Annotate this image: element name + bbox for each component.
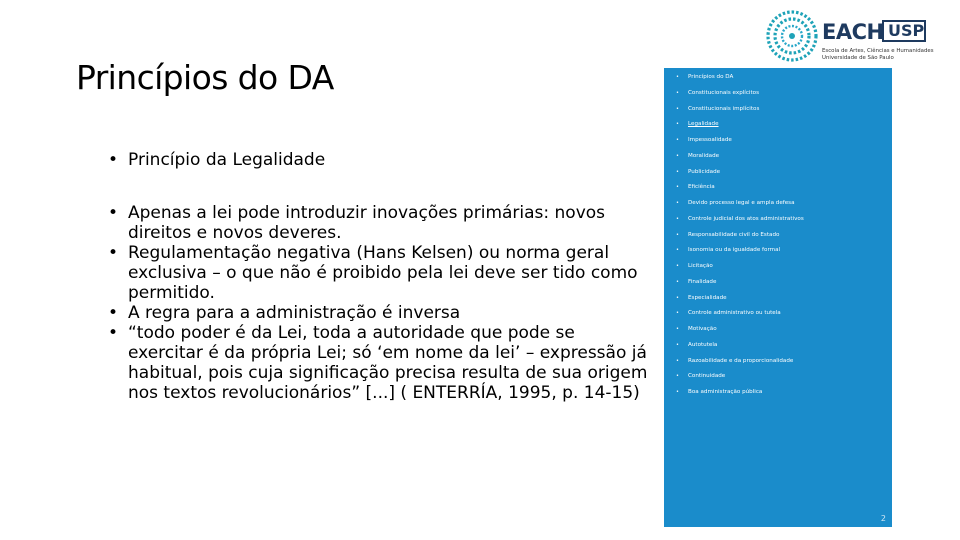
sidebar-item-label: Moralidade xyxy=(688,152,720,159)
sidebar-bullet: • xyxy=(676,200,679,206)
sidebar-item[interactable] xyxy=(664,87,892,99)
sidebar-item-label: Isonomia ou da igualdade formal xyxy=(688,247,781,254)
sidebar-bullet: • xyxy=(676,294,679,301)
sidebar-item-label: Especialidade xyxy=(688,294,727,301)
sidebar-item-label: Controle administrativo ou tutela xyxy=(688,310,781,317)
page-number: 2 xyxy=(880,514,886,523)
sidebar-item-label: Motivação xyxy=(688,326,717,332)
sidebar-item-label: Publicidade xyxy=(688,168,721,175)
sidebar-bullet: • xyxy=(676,231,679,238)
sidebar-item[interactable] xyxy=(664,307,892,319)
subtitle-text: Princípio da Legalidade xyxy=(128,150,326,170)
each-usp-logo xyxy=(764,8,954,64)
sidebar-item-label: Legalidade xyxy=(688,121,719,128)
sidebar-item[interactable] xyxy=(664,386,892,398)
logo-subtitle: Escola de Artes, Ciências e Humanidades Universidade de São Paulo xyxy=(822,48,934,61)
sidebar-bullet: • xyxy=(676,74,679,80)
sidebar-item-label: Licitação xyxy=(688,263,713,269)
sidebar-bullet: • xyxy=(676,389,679,395)
sidebar-bullet: • xyxy=(676,105,679,112)
sidebar-item-label: Impessoalidade xyxy=(688,137,732,143)
sidebar-bullet: • xyxy=(676,341,679,348)
sidebar-bullet: • xyxy=(676,310,679,317)
sidebar-item[interactable] xyxy=(664,370,892,382)
sidebar-item[interactable] xyxy=(664,260,892,272)
sidebar-item-label: Responsabilidade civil do Estado xyxy=(688,231,780,238)
sidebar-item[interactable] xyxy=(664,166,892,178)
sidebar-item-label: Constitucionais explícitos xyxy=(688,89,760,96)
sidebar-item-label: Finalidade xyxy=(688,278,717,285)
sidebar-bullet: • xyxy=(676,152,679,159)
sidebar-item-label: Boa administração pública xyxy=(688,389,763,395)
sidebar-bullet: • xyxy=(676,89,679,96)
slide-title: Princípios do DA xyxy=(76,58,334,97)
bullet-item: • A regra para a administração é inversa xyxy=(108,303,653,323)
sidebar-item[interactable] xyxy=(664,150,892,162)
sidebar-bullet: • xyxy=(676,215,679,222)
sidebar-item[interactable] xyxy=(664,181,892,193)
sidebar-item[interactable] xyxy=(664,213,892,225)
sidebar-item-label: Constitucionais implícitos xyxy=(688,105,760,112)
sidebar-item[interactable] xyxy=(664,134,892,146)
topics-sidebar xyxy=(664,68,892,527)
bullet-item: • Apenas a lei pode introduzir inovações primárias: novos direitos e novos deveres. xyxy=(108,203,653,243)
sidebar-item[interactable] xyxy=(664,244,892,256)
subtitle xyxy=(108,150,325,170)
rosette-logo-icon xyxy=(764,8,820,64)
sidebar-item-label: Devido processo legal e ampla defesa xyxy=(688,200,795,206)
sidebar-bullet: • xyxy=(676,357,679,364)
sidebar-item-label: Autotutela xyxy=(688,341,718,348)
sidebar-item[interactable] xyxy=(664,103,892,115)
sidebar-bullet: • xyxy=(676,247,679,254)
sidebar-item[interactable] xyxy=(664,229,892,241)
sidebar-bullet: • xyxy=(676,137,679,143)
sidebar-item[interactable] xyxy=(664,339,892,351)
bullet-item: • “todo poder é da Lei, toda a autoridade que pode se exercitar é da própria Lei; só ‘em nome da lei’ – expressão já habitual, pois cuja significação precisa resulta de sua origem nos textos revolucionários” [...] ( ENTERRÍA, 1995, p. 14-15) xyxy=(108,323,653,403)
bullet-list xyxy=(108,203,653,403)
sidebar-item[interactable] xyxy=(664,197,892,209)
sidebar-bullet: • xyxy=(676,121,679,128)
sidebar-bullet: • xyxy=(676,278,679,285)
sidebar-item-label: Princípios do DA xyxy=(688,74,734,80)
sidebar-item-label: Razoabilidade e da proporcionalidade xyxy=(688,357,794,364)
sidebar-item[interactable] xyxy=(664,118,892,130)
logo-usp-text: USP xyxy=(888,21,925,40)
bullet-item: • Regulamentação negativa (Hans Kelsen) ou norma geral exclusiva – o que não é proibido pela lei deve ser tido como permitido. xyxy=(108,243,653,303)
sidebar-item[interactable] xyxy=(664,355,892,367)
sidebar-item[interactable] xyxy=(664,71,892,83)
sidebar-bullet: • xyxy=(676,184,679,191)
sidebar-bullet: • xyxy=(676,263,679,269)
sidebar-bullet: • xyxy=(676,326,679,332)
sidebar-item-label: Continuidade xyxy=(688,373,726,380)
sidebar-bullet: • xyxy=(676,373,679,380)
sidebar-item[interactable] xyxy=(664,323,892,335)
logo-each-text: EACH xyxy=(822,20,884,44)
sidebar-item[interactable] xyxy=(664,292,892,304)
sidebar-item-label: Eficiência xyxy=(688,184,715,191)
sidebar-item[interactable] xyxy=(664,276,892,288)
sidebar-item-label: Controle judicial dos atos administrativos xyxy=(688,215,804,222)
sidebar-bullet: • xyxy=(676,168,679,175)
logo-usp-box xyxy=(882,20,926,42)
bullet-dot: • xyxy=(108,150,119,170)
